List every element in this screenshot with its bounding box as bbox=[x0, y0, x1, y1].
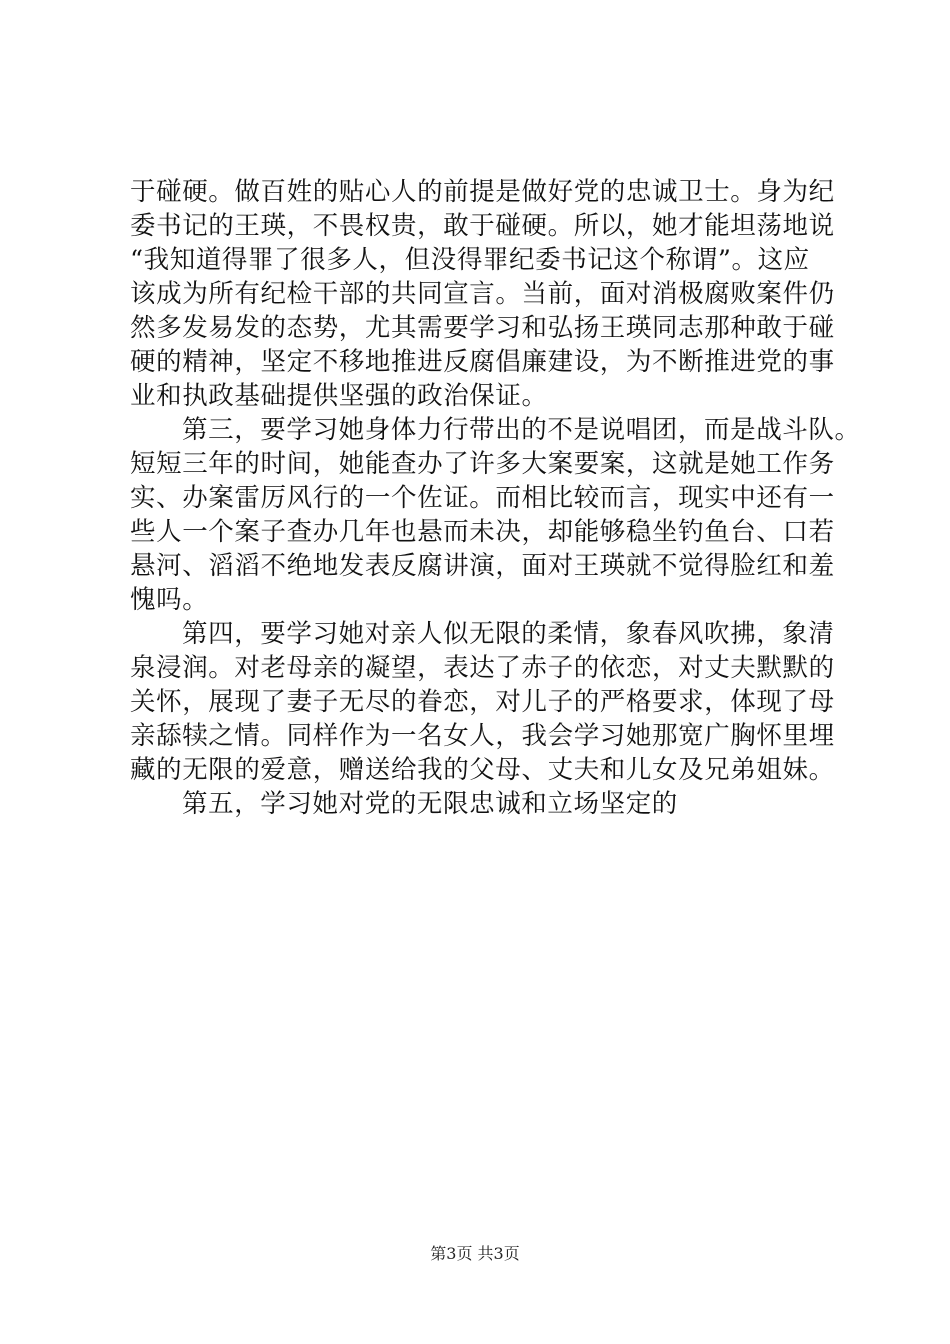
text-line: 硬的精神，坚定不移地推进反腐倡廉建设，为不断推进党的事 bbox=[130, 347, 835, 377]
text-line: 实、办案雷厉风行的一个佐证。而相比较而言，现实中还有一 bbox=[130, 483, 835, 513]
text-line: 藏的无限的爱意，赠送给我的父母、丈夫和儿女及兄弟姐妹。 bbox=[130, 755, 835, 785]
text-line: 该成为所有纪检干部的共同宣言。当前，面对消极腐败案件仍 bbox=[130, 279, 835, 309]
text-line: 泉浸润。对老母亲的凝望，表达了赤子的依恋，对丈夫默默的 bbox=[130, 653, 835, 683]
text-line: 于碰硬。做百姓的贴心人的前提是做好党的忠诚卫士。身为纪 bbox=[130, 177, 835, 207]
document-body bbox=[130, 175, 861, 821]
text-line: 关怀，展现了妻子无尽的眷恋，对儿子的严格要求，体现了母 bbox=[130, 687, 835, 717]
text-line: 然多发易发的态势，尤其需要学习和弘扬王瑛同志那种敢于碰 bbox=[130, 313, 835, 343]
text-line: 悬河、滔滔不绝地发表反腐讲演，面对王瑛就不觉得脸红和羞 bbox=[130, 551, 835, 581]
paragraph-start-line: 第四，要学习她对亲人似无限的柔情，象春风吹拂，象清 bbox=[182, 619, 835, 649]
text-line: 委书记的王瑛，不畏权贵，敢于碰硬。所以，她才能坦荡地说 bbox=[130, 211, 835, 241]
text-line: 亲舔犊之情。同样作为一名女人，我会学习她那宽广胸怀里埋 bbox=[130, 721, 835, 751]
text-line: 短短三年的时间，她能查办了许多大案要案，这就是她工作务 bbox=[130, 449, 835, 479]
page-number-footer: 第3页 共3页 bbox=[430, 1244, 520, 1263]
text-line: “我知道得罪了很多人，但没得罪纪委书记这个称谓”。这应 bbox=[130, 245, 810, 275]
text-line: 些人一个案子查办几年也悬而未决，却能够稳坐钓鱼台、口若 bbox=[130, 517, 835, 547]
text-line: 愧吗。 bbox=[130, 585, 209, 615]
paragraph-start-line: 第五，学习她对党的无限忠诚和立场坚定的 bbox=[182, 789, 678, 819]
text-line: 业和执政基础提供坚强的政治保证。 bbox=[130, 381, 548, 411]
paragraph-start-line: 第三，要学习她身体力行带出的不是说唱团，而是战斗队。 bbox=[182, 415, 861, 445]
